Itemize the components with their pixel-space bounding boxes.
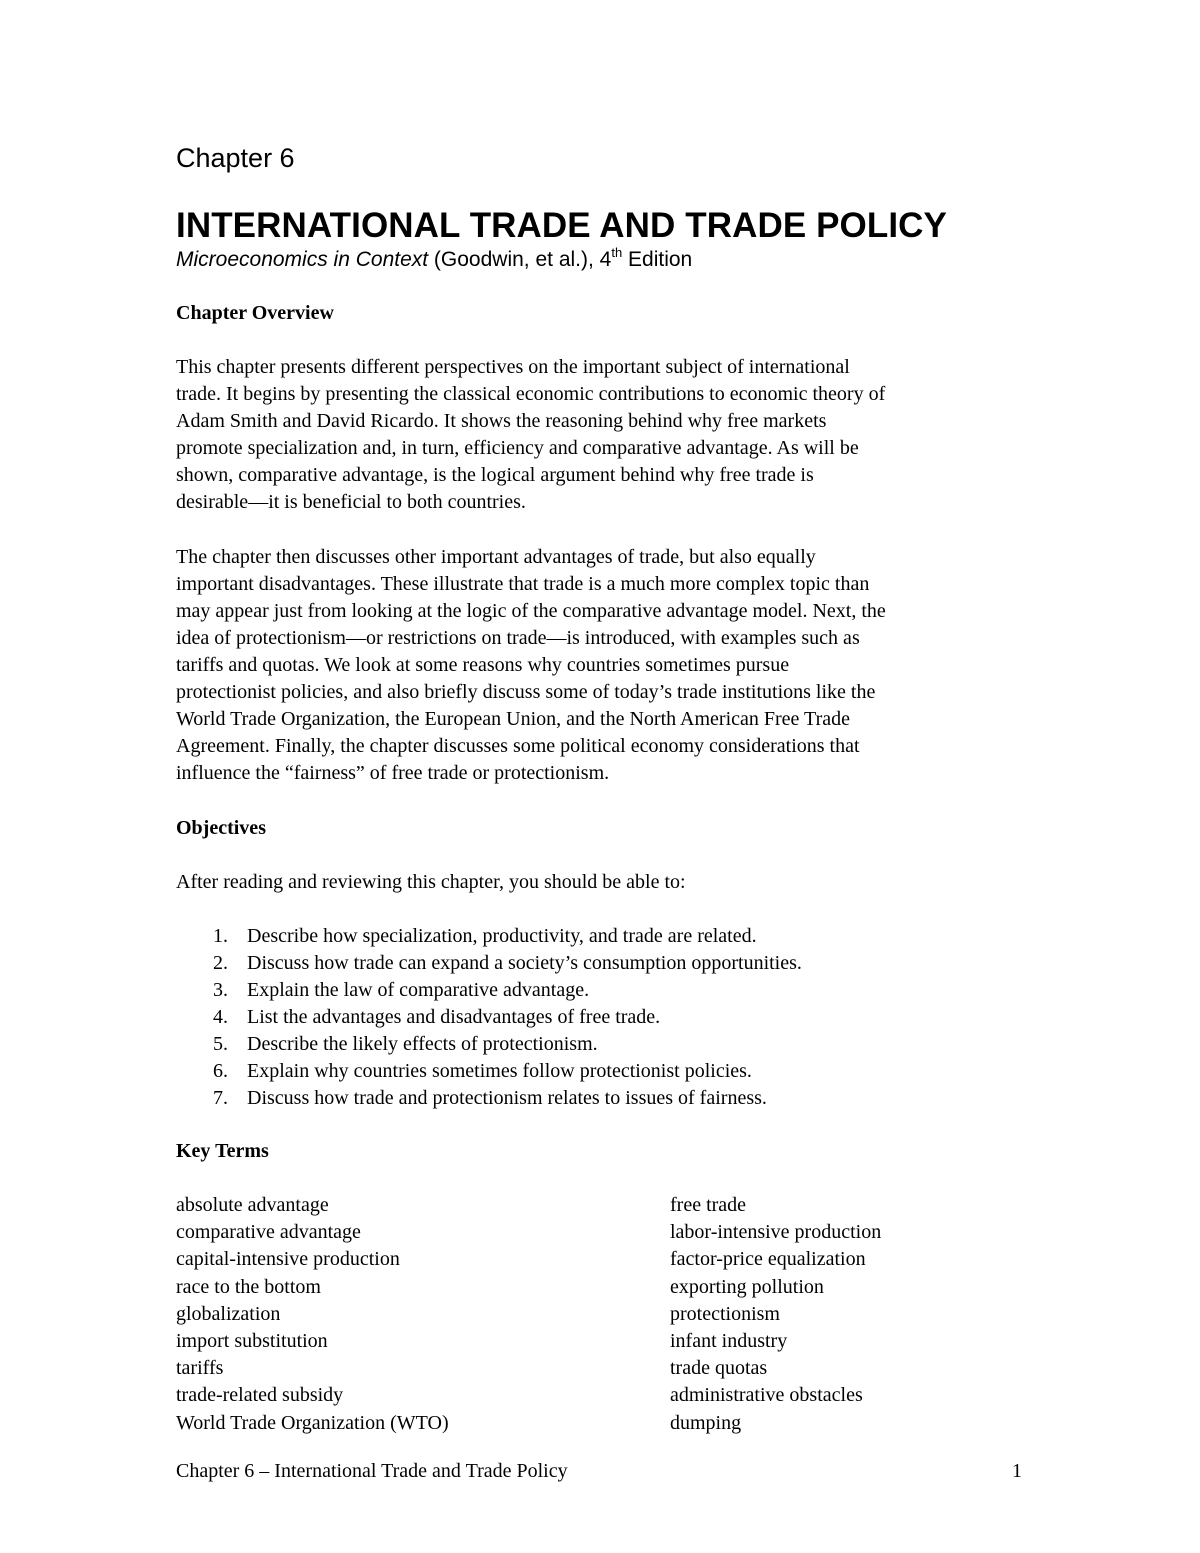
text-line: The chapter then discusses other important advantages of trade, but also equally <box>176 546 816 568</box>
key-term: trade quotas <box>670 1357 768 1380</box>
key-terms-left-column <box>176 1192 449 1437</box>
text-line: shown, comparative advantage, is the logical argument behind why free trade is <box>176 464 814 486</box>
text-line: tariffs and quotas. We look at some reasons why countries sometimes pursue <box>176 654 790 676</box>
text-line: trade. It begins by presenting the classical economic contributions to economic theory of <box>176 383 886 405</box>
overview-heading: Chapter Overview <box>176 302 334 324</box>
key-term: free trade <box>670 1194 747 1216</box>
key-term: tariffs <box>176 1357 224 1380</box>
text-line: desirable—it is beneficial to both countries. <box>176 491 526 513</box>
list-item-text: Explain why countries sometimes follow protectionist policies. <box>247 1060 752 1082</box>
text-line: This chapter presents different perspectives on the important subject of international <box>176 356 850 378</box>
chapter-title: INTERNATIONAL TRADE AND TRADE POLICY <box>176 206 948 245</box>
key-term: import substitution <box>176 1330 328 1353</box>
list-number: 4. <box>213 1006 228 1028</box>
page-footer: Chapter 6 – International Trade and Trade Policy <box>176 1460 568 1482</box>
list-number: 5. <box>213 1033 228 1055</box>
page-number: 1 <box>1012 1460 1022 1482</box>
key-term: race to the bottom <box>176 1275 321 1298</box>
objectives-heading: Objectives <box>176 817 266 839</box>
key-term: exporting pollution <box>670 1275 824 1298</box>
list-item <box>176 950 802 977</box>
key-term: protectionism <box>670 1302 780 1325</box>
list-item <box>176 1085 802 1112</box>
list-item <box>176 977 802 1004</box>
key-term: factor-price equalization <box>670 1248 866 1271</box>
list-item <box>176 1058 802 1085</box>
list-item <box>176 1031 802 1058</box>
text-line: World Trade Organization, the European Union, and the North American Free Trade <box>176 708 850 730</box>
key-term: dumping <box>670 1411 742 1434</box>
list-number: 6. <box>213 1060 228 1082</box>
text-line: promote specialization and, in turn, efficiency and comparative advantage. As will be <box>176 437 859 459</box>
objectives-intro <box>176 869 1036 896</box>
key-term: capital-intensive production <box>176 1248 400 1271</box>
objectives-list <box>176 923 802 1112</box>
list-number: 3. <box>213 979 228 1001</box>
book-authors: (Goodwin, et al.), 4 <box>428 248 612 271</box>
list-item-text: Discuss how trade and protectionism relates to issues of fairness. <box>247 1087 767 1109</box>
list-item-text: List the advantages and disadvantages of free trade. <box>247 1006 661 1028</box>
list-number: 2. <box>213 952 228 974</box>
key-term: trade-related subsidy <box>176 1384 344 1407</box>
key-term: administrative obstacles <box>670 1384 863 1407</box>
edition-word: Edition <box>622 248 693 271</box>
objectives-intro-text: After reading and reviewing this chapter, you should be able to: <box>176 871 686 893</box>
key-term: comparative advantage <box>176 1221 361 1244</box>
text-line: may appear just from looking at the logic of the comparative advantage model. Next, the <box>176 600 886 622</box>
key-term: absolute advantage <box>176 1194 329 1216</box>
list-item <box>176 923 802 950</box>
edition-superscript: th <box>611 245 623 260</box>
list-number: 7. <box>213 1087 228 1109</box>
key-term: globalization <box>176 1302 281 1325</box>
text-line: Agreement. Finally, the chapter discusses some political economy considerations that <box>176 735 860 757</box>
overview-paragraph-2 <box>176 544 1036 787</box>
text-line: idea of protectionism—or restrictions on trade—is introduced, with examples such as <box>176 627 860 649</box>
overview-paragraph-1 <box>176 354 1036 516</box>
text-line: protectionist policies, and also briefly discuss some of today’s trade institutions like the <box>176 681 876 703</box>
key-term: labor-intensive production <box>670 1221 882 1244</box>
list-item-text: Describe the likely effects of protectionism. <box>247 1033 598 1055</box>
key-term: World Trade Organization (WTO) <box>176 1411 449 1434</box>
key-terms-heading: Key Terms <box>176 1140 269 1162</box>
text-line: important disadvantages. These illustrate that trade is a much more complex topic than <box>176 573 870 595</box>
text-line: Adam Smith and David Ricardo. It shows the reasoning behind why free markets <box>176 410 827 432</box>
key-terms-right-column <box>670 1192 881 1437</box>
book-title: Microeconomics in Context <box>176 248 429 271</box>
key-term: infant industry <box>670 1330 788 1353</box>
text-line: influence the “fairness” of free trade or protectionism. <box>176 762 610 784</box>
chapter-label: Chapter 6 <box>176 143 295 173</box>
list-number: 1. <box>213 925 228 947</box>
book-citation <box>176 246 692 274</box>
list-item <box>176 1004 802 1031</box>
list-item-text: Discuss how trade can expand a society’s consumption opportunities. <box>247 952 802 974</box>
list-item-text: Describe how specialization, productivity, and trade are related. <box>247 925 757 947</box>
list-item-text: Explain the law of comparative advantage. <box>247 979 590 1001</box>
